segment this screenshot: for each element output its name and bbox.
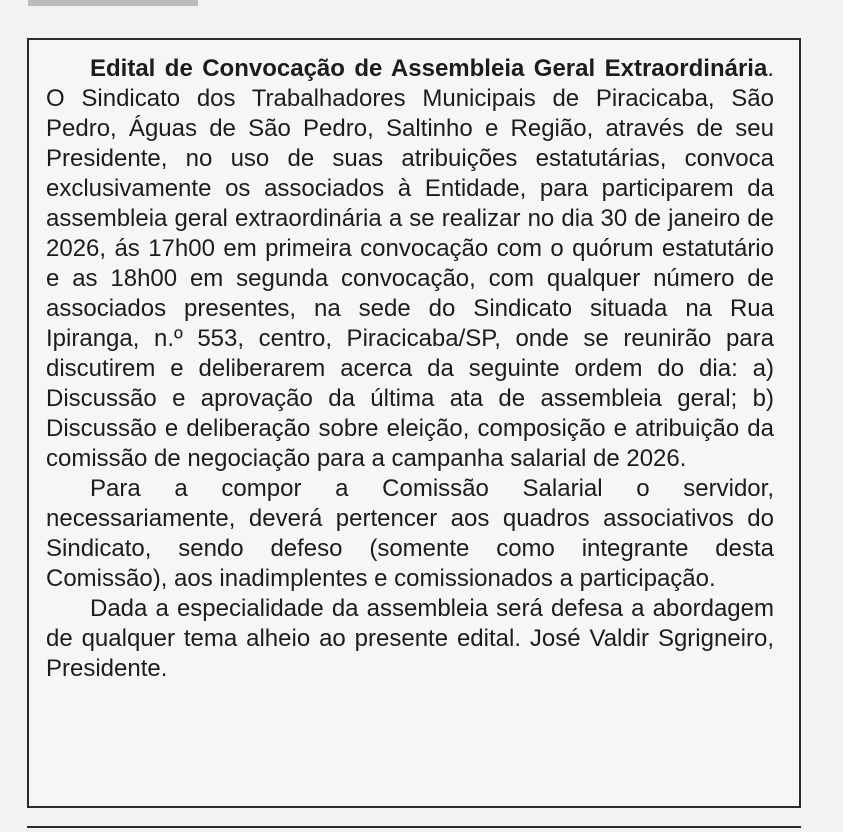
notice-paragraph-1-body: . O Sindicato dos Trabalhadores Municipais de Piracicaba, São Pedro, Águas de São Pedro, Saltinho e Região, através de seu Presidente, no uso de suas atribuições estatutárias, convoca exclusivamente os associados à Entidade, para participarem da assembleia geral extraordinária a se realizar no dia 30 de janeiro de 2026, ás 17h00 em primeira convocação com o quórum estatutário e as 18h00 em segunda convocação, com qualquer número de associados presentes, na sede do Sindicato situada na Rua Ipiranga, n.º 553, centro, Piracicaba/SP, onde se reunirão para discutirem e deliberarem acerca da seguinte ordem do dia: a) Discussão e aprovação da última ata de assembleia geral; b) Discussão e deliberação sobre eleição, composição e atribuição da comissão de negociação para a campanha salarial de 2026.	[46, 55, 774, 472]
notice-paragraph-2: Para a compor a Comissão Salarial o servidor, necessariamente, deverá pertencer aos quadros associativos do Sindicato, sendo defeso (somente como integrante desta Comissão), aos inadimplentes e comissionados a participação.	[46, 475, 774, 592]
next-clipping-edge	[27, 826, 801, 832]
adjacent-clipping-edge	[28, 0, 198, 6]
notice-title: Edital de Convocação de Assembleia Geral Extraordinária	[90, 55, 768, 82]
notice-text	[46, 54, 774, 684]
notice-paragraph-1	[46, 54, 774, 474]
notice-paragraph-3: Dada a especialidade da assembleia será defesa a abordagem de qualquer tema alheio ao presente edital. José Valdir Sgrigneiro, Presidente.	[46, 595, 774, 682]
